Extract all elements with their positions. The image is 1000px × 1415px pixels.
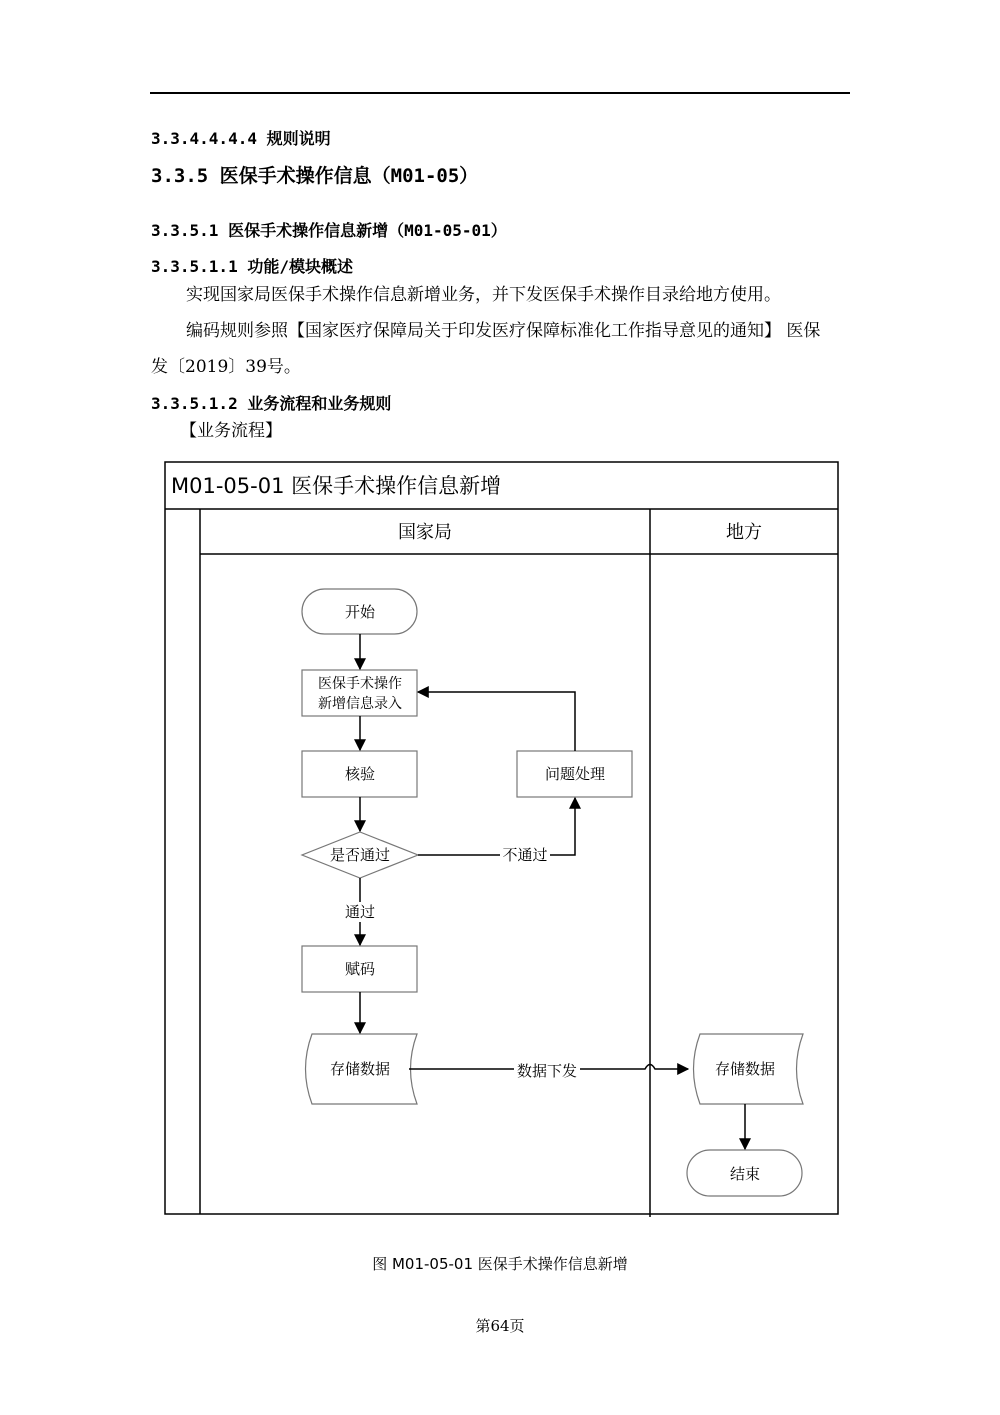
edge-label-dispatch: 数据下发 (516, 1062, 578, 1080)
paragraph-coding-rule-2: 发〔2019〕39号。 (151, 357, 301, 377)
section-heading-3-3-5: 3.3.5 医保手术操作信息（M01-05） (151, 165, 479, 187)
verify-node-label: 核验 (344, 765, 376, 783)
edge-label-fail: 不通过 (502, 846, 548, 864)
lane-local-label: 地方 (726, 522, 762, 543)
arrow-issue-to-entry (418, 692, 575, 751)
edge-label-pass: 通过 (344, 903, 376, 921)
lane-national-label: 国家局 (398, 522, 452, 543)
figure-caption: 图 M01-05-01 医保手术操作信息新增 (372, 1255, 628, 1273)
store-local-label: 存储数据 (714, 1060, 776, 1078)
store-national-label: 存储数据 (329, 1060, 391, 1078)
flow-label: 【业务流程】 (180, 421, 282, 441)
decision-node-label: 是否通过 (329, 846, 391, 864)
section-heading-3-3-5-1-1: 3.3.5.1.1 功能/模块概述 (151, 257, 353, 276)
section-heading-3-3-4-4-4-4: 3.3.4.4.4.4 规则说明 (151, 129, 331, 148)
end-node-label: 结束 (729, 1165, 761, 1183)
arrow-decision-to-issue (418, 798, 575, 855)
section-heading-3-3-5-1: 3.3.5.1 医保手术操作信息新增（M01-05-01） (151, 221, 507, 240)
diagram-title: M01-05-01 医保手术操作信息新增 (171, 474, 502, 498)
page-number: 第64页 (475, 1317, 525, 1335)
start-node-label: 开始 (344, 603, 376, 621)
issue-node-label: 问题处理 (544, 765, 606, 783)
entry-node-label-line1: 医保手术操作 (318, 676, 402, 692)
section-heading-3-3-5-1-2: 3.3.5.1.2 业务流程和业务规则 (151, 394, 392, 413)
paragraph-coding-rule-1: 编码规则参照【国家医疗保障局关于印发医疗保障标准化工作指导意见的通知】 医保 (186, 321, 821, 341)
entry-node-label-line2: 新增信息录入 (318, 696, 402, 712)
paragraph-overview: 实现国家局医保手术操作信息新增业务，并下发医保手术操作目录给地方使用。 (186, 285, 781, 305)
assign-node-label: 赋码 (344, 960, 376, 978)
